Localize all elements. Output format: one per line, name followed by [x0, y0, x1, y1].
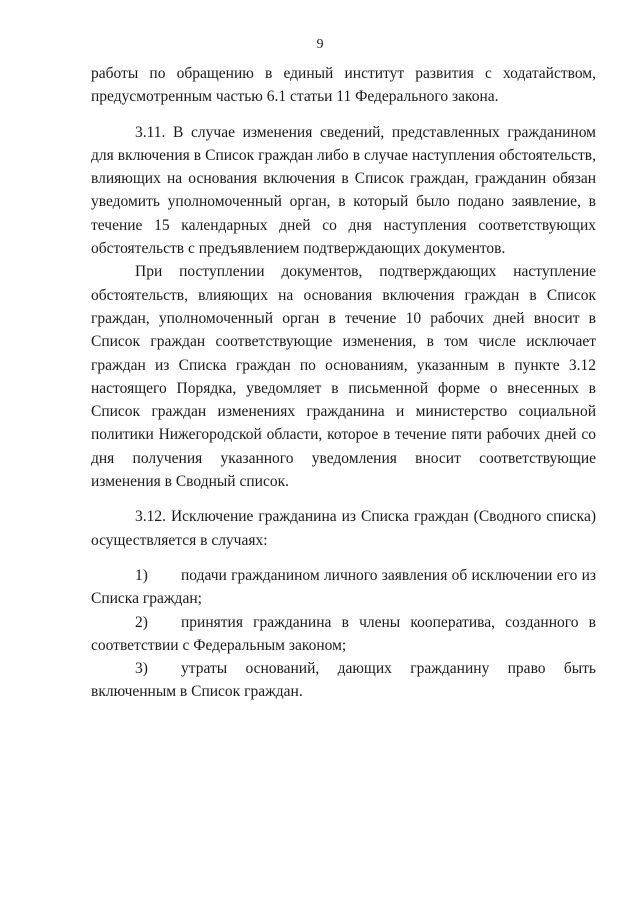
page-number: 9	[316, 37, 324, 52]
list-item-number: 3)	[135, 660, 148, 678]
list-item	[91, 611, 596, 658]
list-item-text: принятия гражданина в члены кооператива, созданного в соответствии с Федеральным законом;	[91, 613, 596, 654]
list-item-number: 2)	[135, 613, 148, 631]
list-item	[91, 564, 596, 611]
document-body	[91, 62, 596, 704]
list-item-number: 1)	[135, 566, 148, 584]
paragraph-3-11: 3.11. В случае изменения сведений, представленных гражданином для включения в Список граждан либо в случае наступления обстоятельств, влияющих на основания включения в Список граждан, гражданин обязан уведомить уполномоченный орган, в который было подано заявление, в течение 15 календарных дней со дня наступления соответствующих обстоятельств с предъявлением подтверждающих документов.	[91, 123, 596, 258]
paragraph-continuation: работы по обращению в единый институт развития с ходатайством, предусмотренным частью 6.1 статьи 11 Федерального закона.	[91, 65, 596, 106]
list-item-text: утраты оснований, дающих гражданину право быть включенным в Список граждан.	[91, 660, 596, 701]
paragraph-documents-receipt: При поступлении документов, подтверждающих наступление обстоятельств, влияющих на основания включения граждан в Список граждан, уполномоченный орган в течение 10 рабочих дней вносит в Список граждан соответствующие изменения, в том числе исключает граждан из Списка граждан по основаниям, указанным в пункте 3.12 настоящего Порядка, уведомляет в письменной форме о внесенных в Список граждан изменениях гражданина и министерство социальной политики Нижегородской области, которое в течение пяти рабочих дней со дня получения указанного уведомления вносит соответствующие изменения в Сводный список.	[91, 263, 596, 491]
list-item	[91, 657, 596, 704]
list-item-text: подачи гражданином личного заявления об исключении его из Списка граждан;	[91, 566, 596, 608]
paragraph-3-12: 3.12. Исключение гражданина из Списка граждан (Сводного списка) осуществляется в случаях:	[91, 508, 596, 549]
